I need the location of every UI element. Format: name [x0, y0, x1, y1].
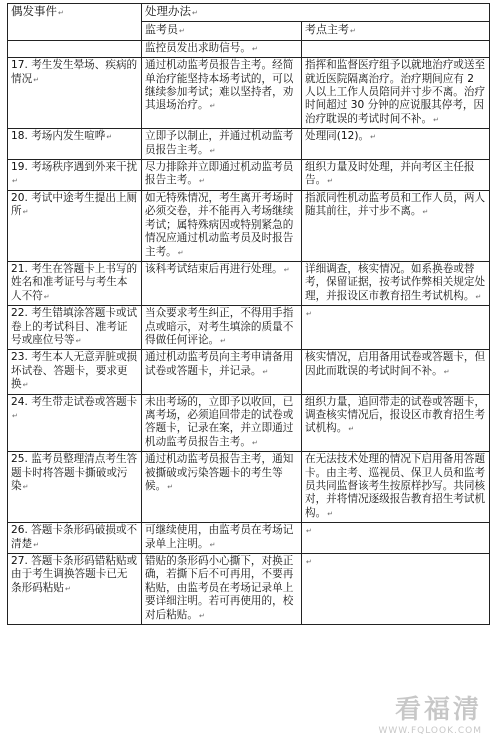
cell-event: 21. 考生在答题卡上书写的姓名和准考证号与考生本人不符↵	[8, 261, 142, 305]
cell-chief: 组织力量，追回带走的试卷或答题卡，调查核实情况后，报设区市教育招生考试机构。↵	[302, 394, 490, 452]
paragraph-mark-icon: ↵	[33, 540, 40, 549]
paragraph-mark-icon: ↵	[177, 248, 184, 257]
paragraph-mark-icon: ↵	[433, 115, 439, 124]
paragraph-mark-icon: ↵	[251, 438, 258, 447]
paragraph-mark-icon: ↵	[209, 540, 216, 549]
paragraph-mark-icon: ↵	[327, 177, 334, 186]
paragraph-mark-icon: ↵	[306, 558, 312, 567]
cell-invigilator: 通过机动监考员报告主考。经简单治疗能坚持本场考试的，可以继续参加考试；难以坚持者，劝其退场治疗。↵	[142, 58, 302, 129]
cell-event: 25. 监考员整理清点考生答题卡时将答题卡撕破或污染↵	[8, 452, 142, 523]
paragraph-mark-icon: ↵	[348, 425, 355, 434]
cell-event: 19. 考场秩序遇到外来干扰↵	[8, 160, 142, 191]
paragraph-mark-icon: ↵	[22, 208, 29, 217]
incident-handling-table	[7, 3, 490, 625]
paragraph-mark-icon: ↵	[33, 75, 40, 84]
cell-chief	[302, 523, 490, 554]
paragraph-mark-icon: ↵	[43, 292, 50, 301]
cell-event: 26. 答题卡条形码破损或不清楚↵	[8, 523, 142, 554]
paragraph-mark-icon: ↵	[220, 336, 227, 345]
cell-event: 20. 考试中途考生提出上厕所↵	[8, 190, 142, 261]
table-row	[8, 129, 490, 160]
paragraph-mark-icon: ↵	[306, 527, 312, 536]
cell-event: 24. 考生带走试卷或答题卡↵	[8, 394, 142, 452]
table-row	[8, 523, 490, 554]
cell-invigilator: 立即予以制止，并通过机动监考员报告主考。↵	[142, 129, 302, 160]
paragraph-mark-icon: ↵	[327, 509, 334, 518]
table-row	[8, 394, 490, 452]
table-row	[8, 261, 490, 305]
cell-invigilator: 该科考试结束后再进行处理。↵	[142, 261, 302, 305]
cell-chief	[302, 554, 490, 625]
carry-over-invigilator-cell: 监控员发出求助信号。↵	[142, 40, 302, 57]
header-method-group: 处理办法↵	[142, 4, 490, 22]
paragraph-mark-icon: ↵	[370, 133, 376, 142]
paragraph-mark-icon: ↵	[251, 44, 258, 53]
paragraph-mark-icon: ↵	[106, 133, 113, 142]
paragraph-mark-icon: ↵	[283, 265, 290, 274]
paragraph-mark-icon: ↵	[58, 9, 64, 17]
paragraph-mark-icon: ↵	[167, 483, 174, 491]
cell-event: 22. 考生错填涂答题卡或试卷上的考试科目、准考证号或座位号等↵	[8, 306, 142, 350]
watermark-url: WWW.FQLOOK.COM	[378, 726, 482, 736]
cell-event: 17. 考生发生晕场、疾病的情况↵	[8, 58, 142, 129]
paragraph-mark-icon: ↵	[443, 367, 450, 376]
paragraph-mark-icon: ↵	[209, 102, 216, 111]
header-event: 偶发事件↵	[8, 4, 142, 41]
paragraph-mark-icon: ↵	[12, 411, 18, 420]
cell-event: 27. 答题卡条形码错粘贴或由于考生调换答题卡已无条形码粘贴↵	[8, 554, 142, 625]
header-row-top	[8, 4, 490, 22]
paragraph-mark-icon: ↵	[350, 27, 356, 36]
paragraph-mark-icon: ↵	[22, 381, 29, 390]
header-invigilator: 监考员↵	[142, 22, 302, 40]
cell-event: 23. 考生本人无意弄脏或损坏试卷、答题卡，要求更换↵	[8, 350, 142, 394]
cell-invigilator: 通过机动监考员报告主考，通知被撕破或污染答题卡的考生等候。↵	[142, 452, 302, 523]
cell-chief: 在无法技术处理的情况下启用备用答题卡。由主考、巡视员、保卫人员和监考员共同监督该考生按原样抄写。共同核对，并将情况逐级报告教育招生考试机构。↵	[302, 452, 490, 523]
header-chief: 考点主考↵	[302, 22, 490, 40]
carry-over-event-cell	[8, 40, 142, 57]
cell-invigilator: 通过机动监考员向主考申请备用试卷或答题卡，并记录。↵	[142, 350, 302, 394]
cell-event: 18. 考场内发生喧哗↵	[8, 129, 142, 160]
paragraph-mark-icon: ↵	[22, 483, 29, 491]
cell-invigilator: 如无特殊情况，考生离开考场时必须交卷，并不能再入考场继续考试；属特殊病因或特别紧急的情况应通过机动监考员及时报告主考。↵	[142, 190, 302, 261]
paragraph-mark-icon: ↵	[306, 310, 312, 319]
paragraph-mark-icon: ↵	[64, 584, 71, 593]
table-row	[8, 160, 490, 191]
paragraph-mark-icon: ↵	[12, 177, 18, 186]
cell-chief	[302, 306, 490, 350]
table-row	[8, 452, 490, 523]
watermark-brand: 看福清	[394, 695, 482, 725]
carry-over-row	[8, 40, 490, 57]
table-row	[8, 58, 490, 129]
paragraph-mark-icon: ↵	[209, 146, 216, 155]
paragraph-mark-icon: ↵	[475, 292, 482, 301]
cell-invigilator: 未出考场的，立即予以收回，已离考场，必须追回带走的试卷或答题卡，记录在案，并立即通过机动监考员报告主考。↵	[142, 394, 302, 452]
cell-chief: 处理同(12)。↵	[302, 129, 490, 160]
cell-chief: 组织力量及时处理，并向考区主任报告。↵	[302, 160, 490, 191]
paragraph-mark-icon: ↵	[192, 9, 198, 17]
table-row	[8, 350, 490, 394]
table-row	[8, 190, 490, 261]
cell-chief: 指派同性机动监考员和工作人员，两人随其前往，并寸步不离。↵	[302, 190, 490, 261]
cell-chief: 指挥和监督医疗组予以就地治疗或送至就近医院隔离治疗。治疗期间应有 2 人以上工作人员陪同并寸步不离。治疗时间超过 30 分钟的应说服其停考，因治疗耽误的考试时间不补。↵	[302, 58, 490, 129]
cell-invigilator: 尽力排除并立即通过机动监考员报告主考。↵	[142, 160, 302, 191]
site-watermark	[378, 689, 482, 736]
paragraph-mark-icon: ↵	[422, 208, 429, 217]
paragraph-mark-icon: ↵	[262, 367, 269, 376]
carry-over-chief-cell	[302, 40, 490, 57]
paragraph-mark-icon: ↵	[198, 611, 205, 620]
paragraph-mark-icon: ↵	[179, 27, 185, 36]
paragraph-mark-icon: ↵	[75, 336, 82, 345]
cell-invigilator: 错贴的条形码小心撕下，对换正确，若撕下后不可再用，不要再粘贴，由监考员在考场记录单上要详细注明。若可再使用的，校对后粘贴。↵	[142, 554, 302, 625]
cell-chief: 核实情况，启用备用试卷或答题卡，但因此而耽误的考试时间不补。↵	[302, 350, 490, 394]
paragraph-mark-icon: ↵	[198, 177, 205, 186]
cell-invigilator: 可继续使用，由监考员在考场记录单上注明。↵	[142, 523, 302, 554]
table-body	[8, 40, 490, 624]
cell-invigilator: 当众要求考生纠正，不得用手指点或暗示，对考生填涂的质量不得做任何评论。↵	[142, 306, 302, 350]
table-row	[8, 306, 490, 350]
table-row	[8, 554, 490, 625]
cell-chief: 详细调查，核实情况。如系换卷或替考，保留证据，按考试作弊相关规定处理，并报设区市教育招生考试机构。↵	[302, 261, 490, 305]
